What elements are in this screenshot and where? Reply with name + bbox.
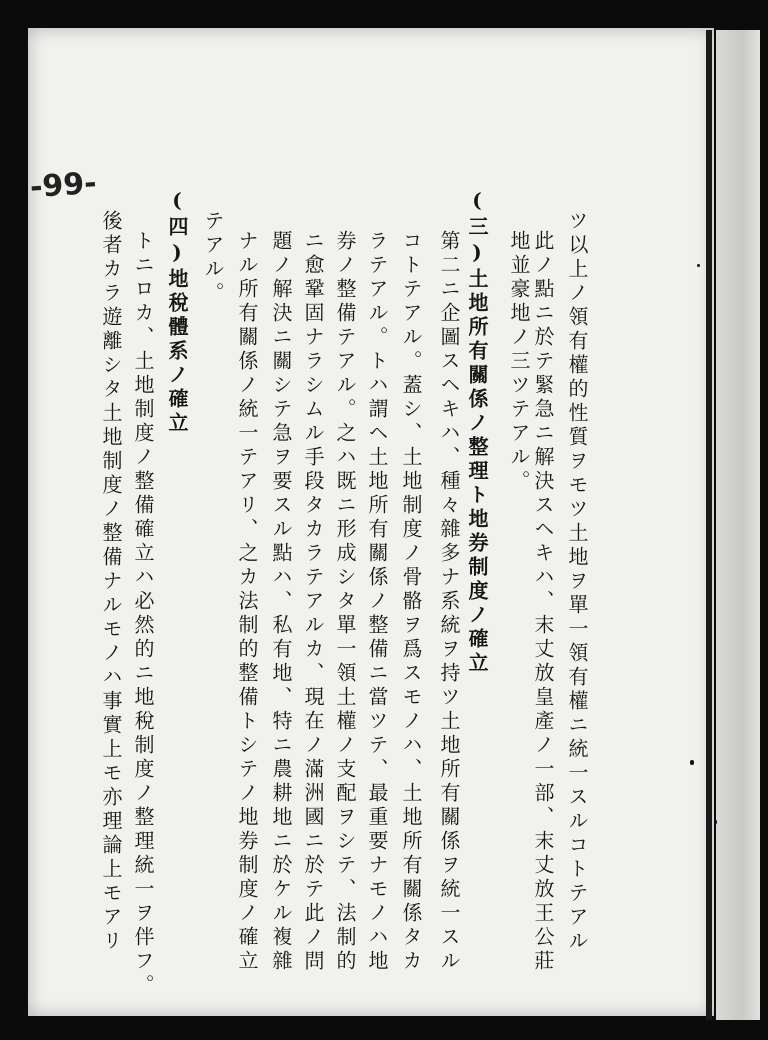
- text-column-11: ナル所有關係ノ統一テアリ、之カ法制的整備トシテノ地券制度ノ確立: [235, 230, 259, 974]
- text-column-12: テアル。: [201, 210, 225, 306]
- speck: [690, 760, 694, 765]
- binding-crease: [706, 30, 712, 1020]
- speck: [714, 820, 717, 824]
- text-column-2: 此ノ點ニ於テ緊急ニ解決スヘキハ、末丈放皇產ノ一部、末丈放王公莊: [531, 230, 555, 974]
- text-column-14: トニロカ、土地制度ノ整備確立ハ必然的ニ地稅制度ノ整理統一ヲ伴フ。: [131, 230, 155, 998]
- text-column-5: 第二ニ企圖スヘキハ、種々雜多ナ系統ヲ持ツ土地所有關係ヲ統一スル: [437, 230, 461, 974]
- text-column-8: 券ノ整備テアル。之ハ既ニ形成シタ單一領土權ノ支配ヲシテ、法制的: [333, 230, 357, 974]
- text-column-15: 後者カラ遊離シタ土地制度ノ整備ナルモノハ事實上モ亦理論上モアリ: [99, 210, 123, 954]
- page-number: -99-: [28, 165, 98, 206]
- speck: [697, 264, 700, 267]
- text-column-10: 題ノ解決ニ關シテ急ヲ要スル點ハ、私有地、特ニ農耕地ニ於ケル複雜: [269, 230, 293, 974]
- text-column-3: 地並豪地ノ三ツテアル。: [507, 230, 531, 494]
- text-column-7: ラテアル。トハ謂ヘ土地所有關係ノ整備ニ當ツテ、最重要ナモノハ地: [365, 230, 389, 974]
- section-heading-3: (三)土地所有關係ノ整理ト地券制度ノ確立: [465, 188, 489, 676]
- section-heading-4: (四)地稅體系ノ確立: [165, 188, 189, 436]
- text-column-9: ニ愈鞏固ナラシムル手段タカラテアルカ、現在ノ滿洲國ニ於テ此ノ問: [301, 230, 325, 974]
- text-column-1: ツ以上ノ領有權的性質ヲモツ土地ヲ單一領有權ニ統一スルコトテアル: [565, 210, 589, 954]
- text-column-6: コトテアル。蓋シ、土地制度ノ骨骼ヲ爲スモノハ、土地所有關係タカ: [399, 230, 423, 974]
- adjacent-page-edge: [716, 30, 760, 1020]
